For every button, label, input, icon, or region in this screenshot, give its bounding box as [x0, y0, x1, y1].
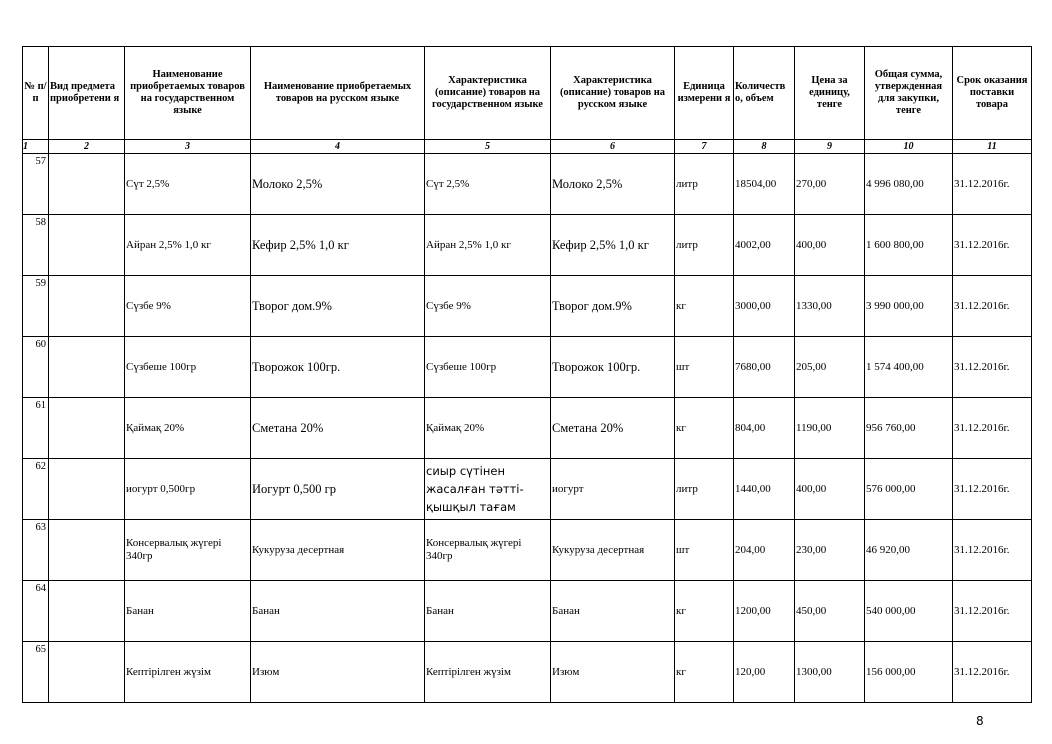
item-desc-kz: Айран 2,5% 1,0 кг [425, 215, 551, 276]
item-quantity: 804,00 [734, 398, 795, 459]
item-desc-ru: иогурт [551, 459, 675, 520]
column-number: 9 [795, 140, 865, 154]
row-number: 59 [23, 276, 49, 337]
table-row [23, 459, 1032, 520]
item-price: 400,00 [795, 215, 865, 276]
column-number: 7 [675, 140, 734, 154]
item-quantity: 204,00 [734, 520, 795, 581]
item-type [49, 642, 125, 703]
item-price: 400,00 [795, 459, 865, 520]
item-desc-kz: сиыр сүтінен жасалған тәтті-қышқыл тағам [425, 459, 551, 520]
row-number: 63 [23, 520, 49, 581]
item-type [49, 154, 125, 215]
column-number: 10 [865, 140, 953, 154]
item-total: 1 600 800,00 [865, 215, 953, 276]
item-price: 205,00 [795, 337, 865, 398]
item-desc-kz: Банан [425, 581, 551, 642]
item-desc-kz: Сүзбе 9% [425, 276, 551, 337]
header-desc-ru: Характеристика (описание) товаров на русском языке [551, 47, 675, 140]
item-delivery-term: 31.12.2016г. [953, 215, 1032, 276]
item-desc-kz: Сүзбеше 100гр [425, 337, 551, 398]
column-number: 6 [551, 140, 675, 154]
item-name-kz: Кептірілген жүзім [125, 642, 251, 703]
procurement-table [22, 46, 1032, 703]
item-total: 3 990 000,00 [865, 276, 953, 337]
header-desc-kz: Характеристика (описание) товаров на государственном языке [425, 47, 551, 140]
item-delivery-term: 31.12.2016г. [953, 276, 1032, 337]
item-unit: кг [675, 581, 734, 642]
item-quantity: 120,00 [734, 642, 795, 703]
item-quantity: 3000,00 [734, 276, 795, 337]
table-row [23, 398, 1032, 459]
header-item-type: Вид предмета приобретени я [49, 47, 125, 140]
table-row [23, 276, 1032, 337]
column-number: 8 [734, 140, 795, 154]
header-total: Общая сумма, утвержденная для закупки, тенге [865, 47, 953, 140]
row-number: 61 [23, 398, 49, 459]
item-quantity: 7680,00 [734, 337, 795, 398]
header-number: № п/п [23, 47, 49, 140]
item-price: 1190,00 [795, 398, 865, 459]
item-name-ru: Творожок 100гр. [251, 337, 425, 398]
item-desc-kz: Қаймақ 20% [425, 398, 551, 459]
column-number: 4 [251, 140, 425, 154]
item-unit: литр [675, 215, 734, 276]
column-number: 5 [425, 140, 551, 154]
column-number-row [23, 140, 1032, 154]
item-desc-ru: Сметана 20% [551, 398, 675, 459]
table-body [23, 154, 1032, 703]
item-unit: кг [675, 398, 734, 459]
item-unit: шт [675, 520, 734, 581]
item-type [49, 215, 125, 276]
column-number: 3 [125, 140, 251, 154]
item-unit: литр [675, 459, 734, 520]
header-delivery-term: Срок оказания поставки товара [953, 47, 1032, 140]
row-number: 65 [23, 642, 49, 703]
item-price: 1300,00 [795, 642, 865, 703]
item-type [49, 276, 125, 337]
table-row [23, 520, 1032, 581]
item-type [49, 520, 125, 581]
row-number: 64 [23, 581, 49, 642]
item-name-kz: иогурт 0,500гр [125, 459, 251, 520]
item-quantity: 1440,00 [734, 459, 795, 520]
table-row [23, 154, 1032, 215]
table-header [23, 47, 1032, 154]
table-row [23, 581, 1032, 642]
column-number: 1 [23, 140, 49, 154]
header-unit: Единица измерени я [675, 47, 734, 140]
item-quantity: 1200,00 [734, 581, 795, 642]
item-name-ru: Сметана 20% [251, 398, 425, 459]
item-name-ru: Кукуруза десертная [251, 520, 425, 581]
item-desc-kz: Кептірілген жүзім [425, 642, 551, 703]
item-price: 450,00 [795, 581, 865, 642]
item-total: 956 760,00 [865, 398, 953, 459]
item-desc-ru: Творог дом.9% [551, 276, 675, 337]
item-price: 1330,00 [795, 276, 865, 337]
header-price: Цена за единицу, тенге [795, 47, 865, 140]
item-desc-ru: Творожок 100гр. [551, 337, 675, 398]
item-name-kz: Айран 2,5% 1,0 кг [125, 215, 251, 276]
column-number: 11 [953, 140, 1032, 154]
item-total: 576 000,00 [865, 459, 953, 520]
table-row [23, 215, 1032, 276]
item-unit: кг [675, 642, 734, 703]
item-name-ru: Творог дом.9% [251, 276, 425, 337]
item-total: 46 920,00 [865, 520, 953, 581]
table-row [23, 337, 1032, 398]
item-name-kz: Қаймақ 20% [125, 398, 251, 459]
item-name-ru: Молоко 2,5% [251, 154, 425, 215]
item-unit: кг [675, 276, 734, 337]
item-total: 4 996 080,00 [865, 154, 953, 215]
item-name-ru: Иогурт 0,500 гр [251, 459, 425, 520]
row-number: 60 [23, 337, 49, 398]
item-delivery-term: 31.12.2016г. [953, 154, 1032, 215]
item-name-ru: Изюм [251, 642, 425, 703]
item-desc-ru: Кефир 2,5% 1,0 кг [551, 215, 675, 276]
row-number: 58 [23, 215, 49, 276]
item-name-ru: Кефир 2,5% 1,0 кг [251, 215, 425, 276]
item-desc-ru: Молоко 2,5% [551, 154, 675, 215]
item-price: 270,00 [795, 154, 865, 215]
item-name-kz: Сүзбеше 100гр [125, 337, 251, 398]
item-delivery-term: 31.12.2016г. [953, 520, 1032, 581]
item-total: 1 574 400,00 [865, 337, 953, 398]
item-desc-kz: Сүт 2,5% [425, 154, 551, 215]
table-row [23, 642, 1032, 703]
item-total: 156 000,00 [865, 642, 953, 703]
item-name-kz: Сүзбе 9% [125, 276, 251, 337]
item-delivery-term: 31.12.2016г. [953, 398, 1032, 459]
item-name-kz: Сүт 2,5% [125, 154, 251, 215]
item-quantity: 18504,00 [734, 154, 795, 215]
item-name-ru: Банан [251, 581, 425, 642]
row-number: 62 [23, 459, 49, 520]
item-type [49, 398, 125, 459]
item-type [49, 337, 125, 398]
item-delivery-term: 31.12.2016г. [953, 337, 1032, 398]
header-name-ru: Наименование приобретаемых товаров на русском языке [251, 47, 425, 140]
row-number: 57 [23, 154, 49, 215]
item-delivery-term: 31.12.2016г. [953, 581, 1032, 642]
page-number: 8 [976, 714, 984, 728]
item-type [49, 581, 125, 642]
item-desc-ru: Изюм [551, 642, 675, 703]
item-price: 230,00 [795, 520, 865, 581]
header-quantity: Количеств о, объем [734, 47, 795, 140]
item-name-kz: Консервалық жүгері 340гр [125, 520, 251, 581]
item-type [49, 459, 125, 520]
item-delivery-term: 31.12.2016г. [953, 459, 1032, 520]
item-unit: литр [675, 154, 734, 215]
item-quantity: 4002,00 [734, 215, 795, 276]
column-number: 2 [49, 140, 125, 154]
item-name-kz: Банан [125, 581, 251, 642]
item-unit: шт [675, 337, 734, 398]
item-desc-ru: Кукуруза десертная [551, 520, 675, 581]
item-desc-kz: Консервалық жүгері 340гр [425, 520, 551, 581]
item-desc-ru: Банан [551, 581, 675, 642]
item-delivery-term: 31.12.2016г. [953, 642, 1032, 703]
header-name-kz: Наименование приобретаемых товаров на государственном языке [125, 47, 251, 140]
item-total: 540 000,00 [865, 581, 953, 642]
